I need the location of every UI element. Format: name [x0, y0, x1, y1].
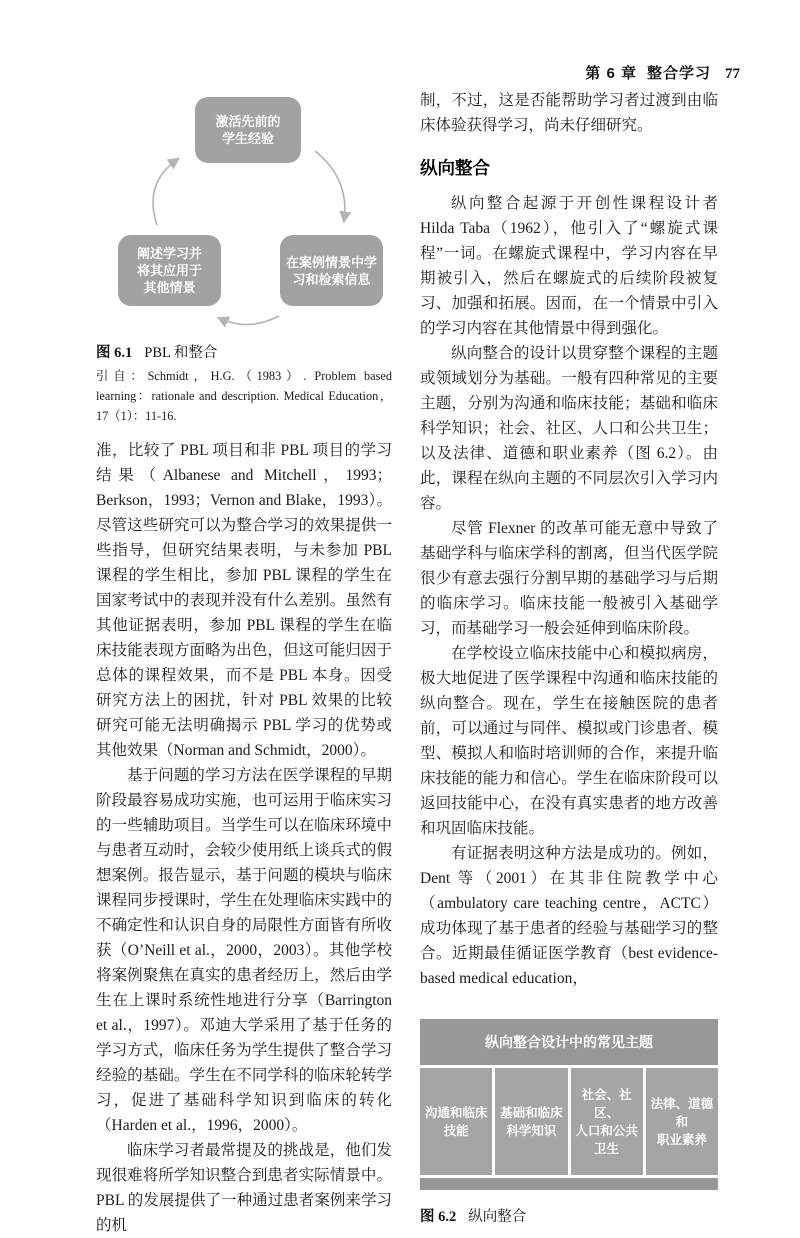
left-column: [96, 93, 392, 1238]
theme-column-line: 人口和公共: [575, 1123, 638, 1138]
figure-6-1: [96, 93, 392, 426]
pbl-cycle-diagram: [96, 93, 392, 331]
theme-column-line: 卫生: [594, 1141, 620, 1156]
figure-6-1-citation: 引自：Schmidt，H.G.（1983）. Problem based learning：rationale and description. Medical Education，17（1）：11-16.: [96, 369, 392, 423]
body-paragraph: 纵向整合的设计以贯穿整个课程的主题或领域划分为基础。一般有四种常见的主要主题，分别为沟通和临床技能；基础和临床科学知识；社会、社区、人口和公共卫生；以及法律、道德和职业素养（图 6.2）。由此，课程在纵向主题的不同层次引入学习内容。: [420, 345, 718, 512]
theme-column-basic-clinical-science: [495, 1068, 567, 1175]
theme-column-society-community-public-health: [571, 1068, 643, 1175]
figure-6-2-caption-title: 纵向整合: [468, 1209, 527, 1225]
body-paragraph: 纵向整合起源于开创性课程设计者 Hilda Taba（1962），他引入了“螺旋式课程”一词。在螺旋式课程中，学习内容在早期被引入，然后在螺旋式的后续阶段被复习、加强和拓展。因而，在一个情景中引入的学习内容在其他情景中得到强化。: [420, 195, 718, 337]
diagram-box-elaborate-and-apply: [118, 235, 221, 306]
diagram-box-line: 在案例情景中学: [285, 254, 377, 270]
body-paragraph: 基于问题的学习方法在医学课程的早期阶段最容易成功实施，也可运用于临床实习的一些辅助项目。当学生可以在临床环境中与患者互动时，会较少使用纸上谈兵式的假想案例。报告显示，基于问题的模块与临床课程同步授课时，学生在处理临床实践中的不确定性和认识自身的局限性方面皆有所收获（O’Neill et al.，2000，2003）。其他学校将案例聚焦在真实的患者经历上，然后由学生在上课时系统性地进行分享（Barrington et al.，1997）。邓迪大学采用了基于任务的学习方式，临床任务为学生提供了整合学习经验的基础。学生在不同学科的临床轮转学习，促进了基础科学知识到临床的转化（Harden et al.，1996，2000）。: [96, 767, 392, 1134]
diagram-box-learn-in-case-context: [280, 235, 383, 306]
body-paragraph: 临床学习者最常提及的挑战是，他们发现很难将所学知识整合到患者实际情景中。PBL 的发展提供了一种通过患者案例来学习的机: [96, 1142, 392, 1234]
body-paragraph: 准，比较了 PBL 项目和非 PBL 项目的学习结果（Albanese and Mitchell，1993；Berkson，1993；Vernon and Blake，1993）。尽管这些研究可以为整合学习的效果提供一些指导，但研究结果表明，与未参加 PBL 课程的学生相比，参加 PBL 课程的学生在国家考试中的表现并没有什么差别。虽然有其他证据表明，参加 PBL 课程的学生在临床技能表现方面略为出色，但这可能归因于总体的课程效果，而不是 PBL 本身。因受研究方法上的困扰，针对 PBL 效果的比较研究可能无法明确揭示 PBL 学习的优势或其他效果（Norman and Schmidt，2000）。: [96, 442, 392, 759]
chapter-label: 第 6 章: [585, 65, 637, 82]
figure-6-2-title-band: 纵向整合设计中的常见主题: [420, 1019, 718, 1065]
diagram-box-line: 习和检索信息: [292, 271, 371, 287]
theme-column-line: 技能: [443, 1123, 469, 1138]
theme-column-communication-clinical-skills: [420, 1068, 492, 1175]
right-column: [420, 88, 718, 1226]
theme-column-line: 职业素养: [656, 1132, 707, 1147]
diagram-box-line: 其他情景: [143, 280, 196, 295]
theme-column-line: 法律、道德和: [650, 1096, 714, 1129]
running-header: [400, 62, 740, 83]
figure-6-2: [420, 1019, 718, 1226]
theme-column-law-ethics-professionalism: [646, 1068, 718, 1175]
theme-column-line: 社会、社区、: [581, 1087, 632, 1120]
body-paragraph: 在学校设立临床技能中心和模拟病房，极大地促进了医学课程中沟通和临床技能的纵向整合。现在，学生在接触医院的患者前，可以通过与同伴、模拟或门诊患者、模型、模拟人和临时培训师的合作，来提升临床技能的能力和信心。学生在临床阶段可以返回技能中心，在没有真实患者的地方改善和巩固临床技能。: [420, 645, 718, 837]
figure-6-1-caption-label: 图 6.1: [96, 345, 133, 361]
figure-6-2-caption: [420, 1205, 718, 1226]
arrow-right-to-left-icon: [219, 316, 279, 325]
figure-6-2-caption-label: 图 6.2: [420, 1209, 457, 1225]
theme-column-line: 科学知识: [506, 1123, 557, 1138]
chapter-title: 整合学习: [646, 65, 711, 82]
section-heading-vertical-integration: 纵向整合: [420, 158, 490, 178]
body-paragraph: 尽管 Flexner 的改革可能无意中导致了基础学科与临床学科的割离，但当代医学院很少有意去强行分割早期的基础学习与后期的临床学习。临床技能一般被引入基础学习，而基础学习一般会延伸到临床阶段。: [420, 520, 718, 637]
figure-6-1-caption-title: PBL 和整合: [144, 345, 218, 361]
arrow-left-to-top-icon: [153, 159, 178, 225]
body-paragraph: 有证据表明这种方法是成功的。例如，Dent 等（2001）在其非住院教学中心（ambulatory care teaching centre，ACTC）成功体现了基于患者的经验与基础学习的整合。近期最佳循证医学教育（best evidence-based medical education，: [420, 845, 718, 987]
theme-column-line: 沟通和临床: [424, 1105, 488, 1120]
body-paragraph: 制，不过，这是否能帮助学习者过渡到由临床体验获得学习，尚未仔细研究。: [420, 92, 718, 134]
diagram-box-line: 学生经验: [221, 131, 274, 146]
theme-column-line: 基础和临床: [500, 1105, 563, 1120]
diagram-box-activate-prior-experience: [195, 97, 301, 163]
arrow-top-to-right-icon: [315, 151, 345, 221]
diagram-box-line: 将其应用于: [136, 263, 202, 278]
figure-6-2-theme-columns: [420, 1068, 718, 1175]
figure-6-1-caption: [96, 341, 392, 362]
figure-6-2-bottom-band: [420, 1178, 718, 1190]
page-number: 77: [725, 66, 740, 82]
diagram-box-line: 激活先前的: [215, 114, 281, 129]
diagram-box-line: 阐述学习并: [136, 246, 202, 261]
